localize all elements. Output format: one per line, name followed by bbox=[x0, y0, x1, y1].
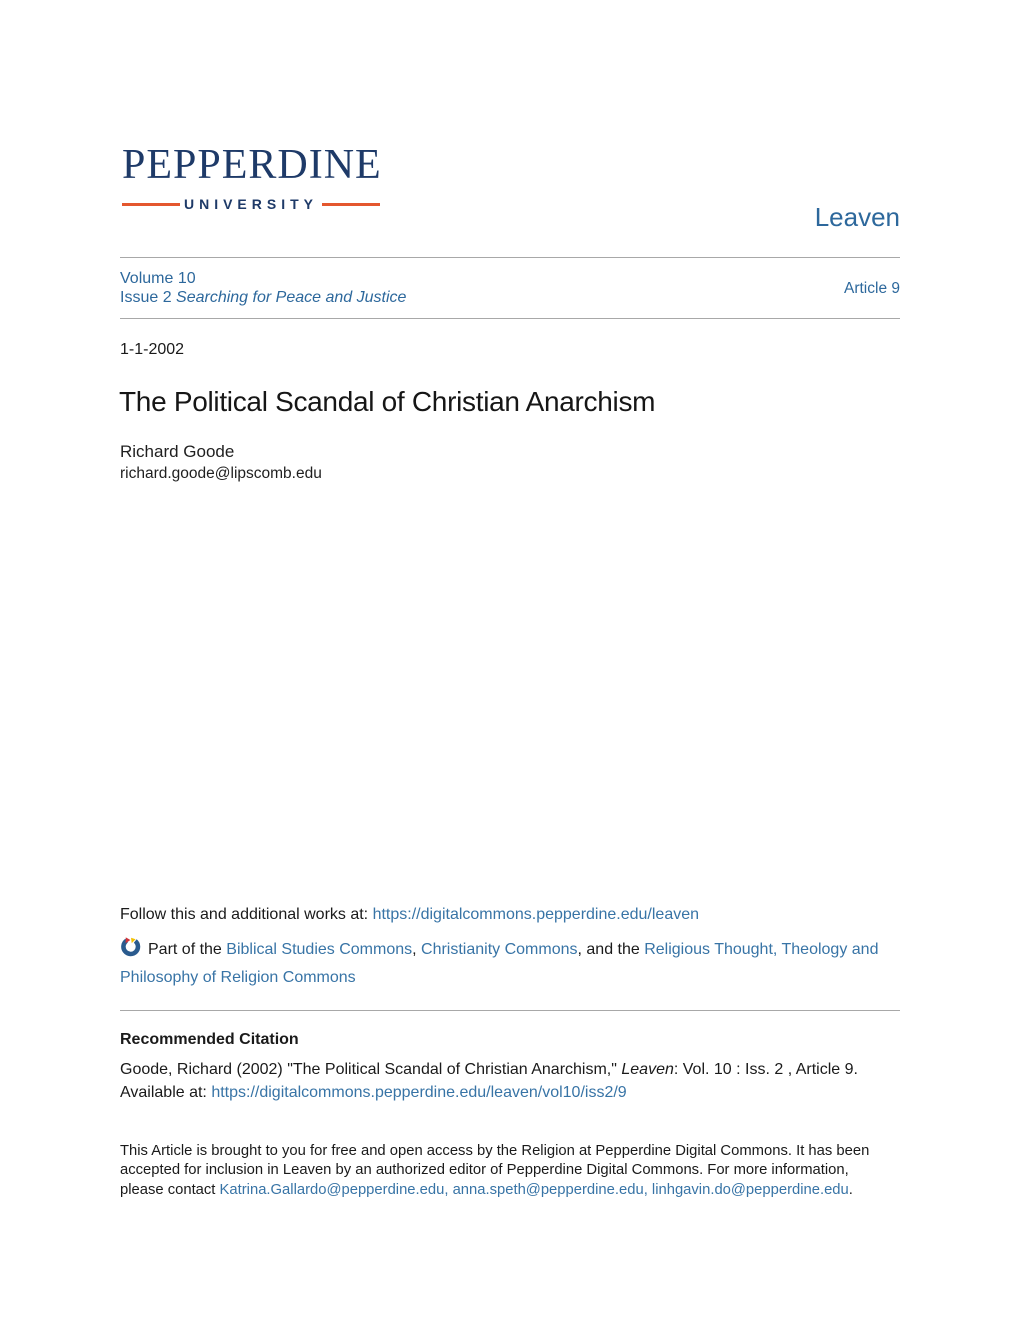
commons-link-christianity[interactable]: Christianity Commons bbox=[421, 941, 578, 958]
article-number: Article 9 bbox=[844, 280, 900, 297]
follow-works-line bbox=[120, 906, 699, 924]
contact-email-1[interactable]: Katrina.Gallardo@pepperdine.edu bbox=[219, 1181, 445, 1198]
logo-subtitle: UNIVERSITY bbox=[183, 196, 318, 212]
volume-label[interactable]: Volume 10 bbox=[120, 270, 196, 287]
access-statement bbox=[120, 1142, 882, 1200]
citation-text bbox=[120, 1058, 906, 1082]
publication-date: 1-1-2002 bbox=[120, 341, 185, 358]
separator: , bbox=[412, 941, 422, 958]
citation-journal-name: Leaven bbox=[621, 1060, 674, 1078]
contact-email-3[interactable]: linhgavin.do@pepperdine.edu bbox=[651, 1181, 849, 1198]
logo-subtitle-row bbox=[122, 196, 380, 212]
follow-works-label: Follow this and additional works at: bbox=[120, 906, 373, 923]
commons-link-biblical-studies[interactable]: Biblical Studies Commons bbox=[226, 941, 413, 958]
citation-heading: Recommended Citation bbox=[120, 1031, 299, 1048]
citation-available-line bbox=[120, 1081, 906, 1105]
part-of-line bbox=[120, 936, 906, 992]
divider-citation bbox=[120, 1010, 900, 1011]
separator: , bbox=[444, 1181, 453, 1198]
citation-available-link[interactable]: https://digitalcommons.pepperdine.edu/leaven/vol10/iss2/9 bbox=[211, 1084, 627, 1101]
follow-works-link[interactable]: https://digitalcommons.pepperdine.edu/leaven bbox=[372, 906, 700, 923]
commons-link-religious-thought[interactable]: Religious Thought, Theology and Philosophy of Religion Commons bbox=[120, 941, 879, 986]
issue-line bbox=[120, 288, 406, 307]
author-email: richard.goode@lipscomb.edu bbox=[120, 465, 322, 482]
logo-wordmark: PEPPERDINE bbox=[122, 142, 382, 188]
citation-before: Goode, Richard (2002) "The Political Scandal of Christian Anarchism," bbox=[120, 1060, 622, 1078]
part-of-label: Part of the bbox=[148, 941, 227, 958]
separator: , bbox=[643, 1181, 652, 1198]
access-statement-text: This Article is brought to you for free and open access by the Religion at Pepperdine Digital Commons. It has been accepted for inclusion in Leaven by an authorized editor of Pepperdine Digital Commons. For more information, please contact bbox=[120, 1143, 870, 1198]
author-name: Richard Goode bbox=[120, 442, 235, 461]
separator: , and the bbox=[577, 941, 645, 958]
logo-rule-right bbox=[322, 203, 380, 206]
available-at-label: Available at: bbox=[120, 1084, 212, 1101]
logo-rule-left bbox=[122, 203, 180, 206]
divider-masthead bbox=[120, 318, 900, 319]
article-title: The Political Scandal of Christian Anarchism bbox=[119, 386, 656, 417]
masthead-volume-issue bbox=[120, 269, 406, 307]
sentence-end: . bbox=[848, 1181, 853, 1198]
journal-title-link[interactable]: Leaven bbox=[814, 202, 900, 232]
issue-label[interactable]: Issue 2 bbox=[120, 289, 177, 306]
issue-title[interactable]: Searching for Peace and Justice bbox=[176, 289, 407, 306]
recommended-citation bbox=[120, 1028, 906, 1105]
contact-email-2[interactable]: anna.speth@pepperdine.edu bbox=[452, 1181, 644, 1198]
pepperdine-logo bbox=[122, 141, 380, 212]
citation-after: : Vol. 10 : Iss. 2 , Article 9. bbox=[673, 1060, 858, 1078]
digital-commons-network-icon bbox=[120, 937, 141, 958]
divider-top bbox=[120, 257, 900, 258]
